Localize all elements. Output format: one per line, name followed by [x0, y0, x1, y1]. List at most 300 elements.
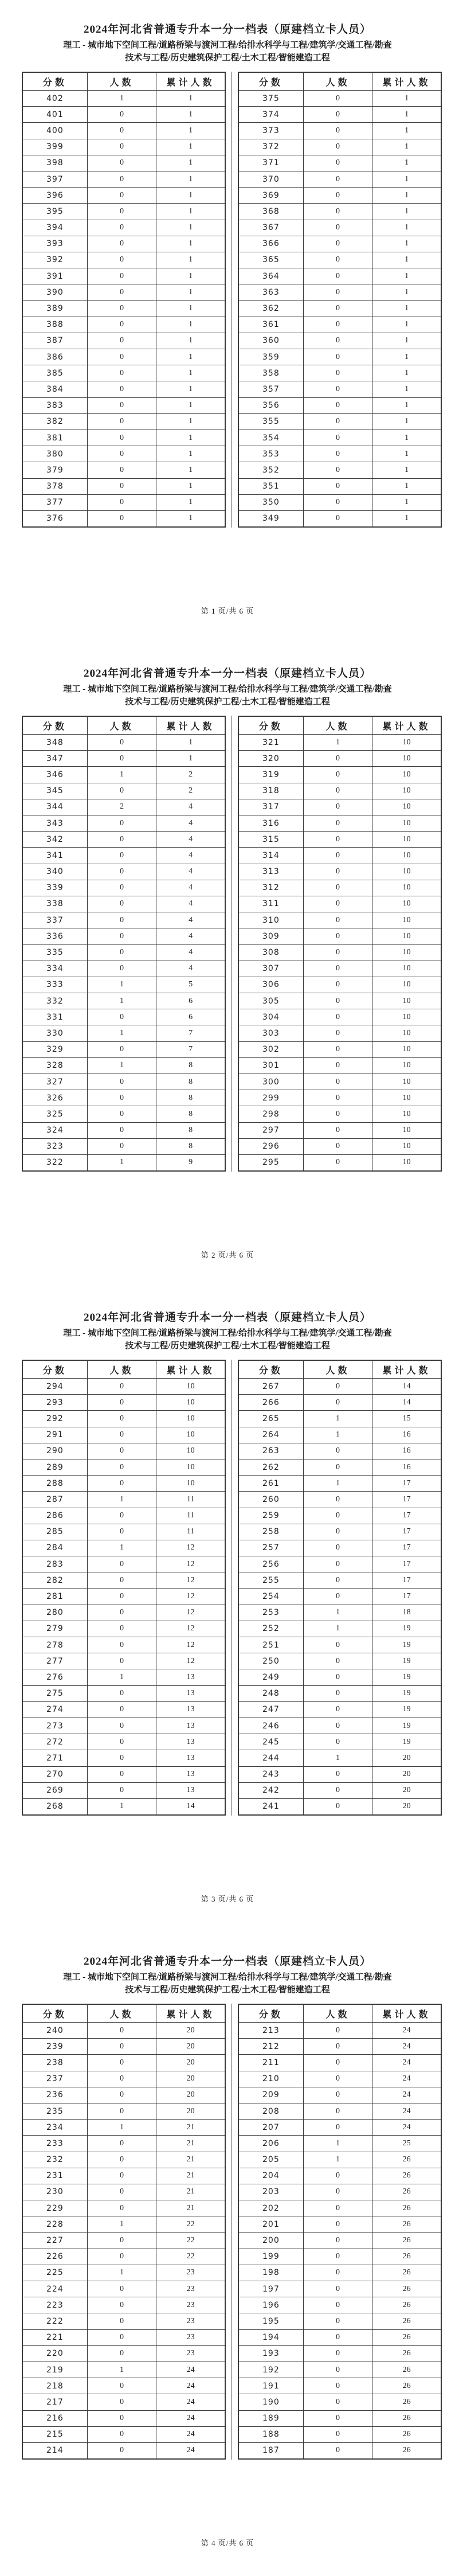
count-cell: 0 — [87, 2345, 156, 2362]
cumulative-cell: 10 — [372, 1122, 441, 1138]
score-cell: 313 — [238, 864, 303, 880]
cumulative-cell: 26 — [372, 2329, 441, 2345]
table-row — [238, 993, 441, 1009]
count-cell: 0 — [303, 188, 372, 204]
score-cell: 326 — [22, 1090, 87, 1106]
count-cell: 0 — [303, 317, 372, 333]
cumulative-cell: 13 — [156, 1766, 225, 1782]
header-row — [22, 72, 225, 91]
score-cell: 223 — [22, 2297, 87, 2313]
score-cell: 351 — [238, 478, 303, 494]
table-row — [238, 1074, 441, 1090]
count-cell: 1 — [87, 767, 156, 783]
cumulative-cell: 10 — [372, 832, 441, 848]
table-row — [238, 317, 441, 333]
score-cell: 305 — [238, 993, 303, 1009]
page-1 — [0, 0, 455, 644]
table-row — [22, 1782, 225, 1798]
cumulative-cell: 24 — [372, 2103, 441, 2119]
cumulative-cell: 20 — [156, 2023, 225, 2039]
count-cell: 0 — [87, 2281, 156, 2297]
score-table-right — [238, 2004, 442, 2460]
count-cell: 0 — [87, 2410, 156, 2426]
count-cell: 0 — [303, 1669, 372, 1685]
tables-container — [22, 716, 442, 1172]
table-row — [238, 912, 441, 928]
cumulative-cell: 24 — [156, 2442, 225, 2459]
score-cell: 287 — [22, 1492, 87, 1508]
score-cell: 232 — [22, 2152, 87, 2168]
cumulative-cell: 26 — [372, 2249, 441, 2265]
score-cell: 356 — [238, 397, 303, 413]
table-row — [238, 1009, 441, 1025]
cumulative-cell: 24 — [372, 2120, 441, 2136]
table-row — [22, 1138, 225, 1154]
cumulative-cell: 10 — [372, 848, 441, 864]
count-cell: 0 — [303, 1701, 372, 1718]
score-cell: 383 — [22, 397, 87, 413]
page-title: 2024年河北省普通专升本一分一档表（原建档立卡人员） — [83, 1312, 371, 1324]
table-row — [22, 1637, 225, 1653]
table-row — [22, 494, 225, 510]
table-row — [22, 381, 225, 397]
cumulative-cell: 14 — [156, 1798, 225, 1815]
score-cell: 278 — [22, 1637, 87, 1653]
column-header-count: 人数 — [87, 716, 156, 735]
score-cell: 378 — [22, 478, 87, 494]
table-row — [22, 1798, 225, 1815]
cumulative-cell: 10 — [156, 1427, 225, 1443]
count-cell: 0 — [303, 961, 372, 977]
cumulative-cell: 1 — [156, 284, 225, 300]
count-cell: 1 — [87, 2120, 156, 2136]
count-cell: 0 — [303, 1025, 372, 1041]
score-cell: 244 — [238, 1750, 303, 1766]
cumulative-cell: 19 — [372, 1701, 441, 1718]
cumulative-cell: 1 — [156, 349, 225, 365]
cumulative-cell: 1 — [372, 397, 441, 413]
cumulative-cell: 4 — [156, 961, 225, 977]
table-row — [238, 751, 441, 767]
count-cell: 0 — [303, 1122, 372, 1138]
cumulative-cell: 24 — [156, 2410, 225, 2426]
column-header-score: 分数 — [238, 1360, 303, 1379]
cumulative-cell: 1 — [372, 252, 441, 268]
score-table-left — [22, 72, 226, 528]
count-cell: 0 — [303, 928, 372, 944]
count-cell: 0 — [303, 1653, 372, 1669]
cumulative-cell: 26 — [372, 2442, 441, 2459]
table-row — [238, 1138, 441, 1154]
count-cell: 0 — [303, 1782, 372, 1798]
count-cell: 0 — [303, 381, 372, 397]
table-row — [238, 1701, 441, 1718]
cumulative-cell: 1 — [156, 333, 225, 349]
score-cell: 204 — [238, 2168, 303, 2184]
score-cell: 317 — [238, 799, 303, 815]
cumulative-cell: 24 — [372, 2039, 441, 2055]
score-cell: 271 — [22, 1750, 87, 1766]
score-cell: 381 — [22, 430, 87, 446]
score-cell: 310 — [238, 912, 303, 928]
table-row — [238, 397, 441, 413]
score-cell: 277 — [22, 1653, 87, 1669]
score-cell: 255 — [238, 1572, 303, 1588]
count-cell: 0 — [303, 1637, 372, 1653]
cumulative-cell: 1 — [372, 317, 441, 333]
score-cell: 241 — [238, 1798, 303, 1815]
score-cell: 322 — [22, 1154, 87, 1171]
table-row — [22, 333, 225, 349]
score-cell: 240 — [22, 2023, 87, 2039]
header-row — [22, 716, 225, 735]
score-cell: 187 — [238, 2442, 303, 2459]
cumulative-cell: 19 — [372, 1621, 441, 1637]
score-cell: 276 — [22, 1669, 87, 1685]
score-cell: 347 — [22, 751, 87, 767]
table-row — [238, 2281, 441, 2297]
score-cell: 209 — [238, 2087, 303, 2103]
cumulative-cell: 1 — [372, 204, 441, 220]
table-row — [238, 880, 441, 896]
score-cell: 225 — [22, 2265, 87, 2281]
cumulative-cell: 21 — [156, 2120, 225, 2136]
count-cell: 0 — [87, 494, 156, 510]
score-cell: 328 — [22, 1057, 87, 1074]
score-cell: 274 — [22, 1701, 87, 1718]
score-cell: 387 — [22, 333, 87, 349]
cumulative-cell: 8 — [156, 1138, 225, 1154]
score-cell: 212 — [238, 2039, 303, 2055]
score-cell: 336 — [22, 928, 87, 944]
count-cell: 0 — [303, 2232, 372, 2249]
cumulative-cell: 4 — [156, 848, 225, 864]
count-cell: 0 — [87, 462, 156, 478]
count-cell: 0 — [303, 1057, 372, 1074]
count-cell: 0 — [87, 912, 156, 928]
cumulative-cell: 26 — [372, 2297, 441, 2313]
count-cell: 0 — [303, 2410, 372, 2426]
cumulative-cell: 13 — [156, 1782, 225, 1798]
cumulative-cell: 1 — [156, 220, 225, 236]
count-cell: 0 — [87, 317, 156, 333]
score-cell: 202 — [238, 2200, 303, 2216]
score-cell: 319 — [238, 767, 303, 783]
score-cell: 333 — [22, 977, 87, 993]
count-cell: 0 — [87, 2442, 156, 2459]
score-cell: 193 — [238, 2345, 303, 2362]
table-row — [238, 1476, 441, 1492]
cumulative-cell: 12 — [156, 1540, 225, 1556]
score-cell: 394 — [22, 220, 87, 236]
table-row — [238, 2249, 441, 2265]
table-row — [22, 1750, 225, 1766]
score-cell: 252 — [238, 1621, 303, 1637]
table-row — [238, 961, 441, 977]
table-row — [22, 751, 225, 767]
score-cell: 360 — [238, 333, 303, 349]
cumulative-cell: 21 — [156, 2184, 225, 2200]
count-cell: 0 — [303, 349, 372, 365]
cumulative-cell: 5 — [156, 977, 225, 993]
cumulative-cell: 4 — [156, 864, 225, 880]
score-cell: 375 — [238, 91, 303, 107]
cumulative-cell: 24 — [372, 2087, 441, 2103]
count-cell: 0 — [87, 1701, 156, 1718]
count-cell: 0 — [303, 751, 372, 767]
count-cell: 0 — [303, 1685, 372, 1701]
count-cell: 0 — [303, 1138, 372, 1154]
score-cell: 280 — [22, 1605, 87, 1621]
count-cell: 1 — [303, 1750, 372, 1766]
count-cell: 0 — [303, 478, 372, 494]
table-row — [238, 799, 441, 815]
table-row — [22, 91, 225, 107]
score-cell: 284 — [22, 1540, 87, 1556]
count-cell: 0 — [87, 1041, 156, 1057]
score-cell: 367 — [238, 220, 303, 236]
score-cell: 192 — [238, 2362, 303, 2378]
cumulative-cell: 1 — [372, 381, 441, 397]
score-cell: 311 — [238, 896, 303, 912]
score-cell: 302 — [238, 1041, 303, 1057]
cumulative-cell: 11 — [156, 1524, 225, 1540]
table-row — [238, 2152, 441, 2168]
count-cell: 0 — [87, 123, 156, 139]
count-cell: 0 — [303, 204, 372, 220]
cumulative-cell: 10 — [156, 1476, 225, 1492]
header-row — [22, 1360, 225, 1379]
cumulative-cell: 20 — [372, 1782, 441, 1798]
cumulative-cell: 26 — [372, 2410, 441, 2426]
table-row — [22, 446, 225, 462]
count-cell: 0 — [87, 139, 156, 155]
score-cell: 272 — [22, 1734, 87, 1750]
count-cell: 0 — [303, 848, 372, 864]
count-cell: 0 — [87, 2071, 156, 2087]
cumulative-cell: 17 — [372, 1476, 441, 1492]
table-row — [22, 204, 225, 220]
table-row — [238, 268, 441, 284]
cumulative-cell: 12 — [156, 1653, 225, 1669]
count-cell: 0 — [87, 1459, 156, 1475]
table-row — [22, 1669, 225, 1685]
count-cell: 0 — [87, 783, 156, 799]
cumulative-cell: 19 — [372, 1734, 441, 1750]
table-row — [238, 1750, 441, 1766]
count-cell: 0 — [87, 381, 156, 397]
page-footer: 第 3 页/共 6 页 — [201, 1895, 254, 1903]
table-row — [22, 1540, 225, 1556]
table-row — [238, 2362, 441, 2378]
count-cell: 1 — [87, 993, 156, 1009]
count-cell: 0 — [303, 2362, 372, 2378]
column-header-score: 分数 — [238, 716, 303, 735]
count-cell: 0 — [303, 1106, 372, 1122]
table-row — [238, 1621, 441, 1637]
cumulative-cell: 17 — [372, 1492, 441, 1508]
table-row — [238, 2216, 441, 2232]
score-cell: 316 — [238, 815, 303, 831]
page-subtitle — [23, 683, 432, 708]
table-row — [22, 1476, 225, 1492]
score-cell: 395 — [22, 204, 87, 220]
score-cell: 203 — [238, 2184, 303, 2200]
cumulative-cell: 1 — [372, 123, 441, 139]
score-cell: 260 — [238, 1492, 303, 1508]
cumulative-cell: 1 — [156, 317, 225, 333]
table-row — [22, 1154, 225, 1171]
score-cell: 370 — [238, 171, 303, 187]
tables-container — [22, 2004, 442, 2460]
cumulative-cell: 13 — [156, 1718, 225, 1734]
score-cell: 213 — [238, 2023, 303, 2039]
score-cell: 306 — [238, 977, 303, 993]
count-cell: 1 — [303, 1427, 372, 1443]
cumulative-cell: 1 — [372, 446, 441, 462]
table-row — [22, 430, 225, 446]
table-row — [22, 2200, 225, 2216]
count-cell: 0 — [87, 1782, 156, 1798]
count-cell: 0 — [303, 944, 372, 961]
count-cell: 0 — [87, 171, 156, 187]
count-cell: 1 — [303, 2152, 372, 2168]
score-cell: 265 — [238, 1411, 303, 1427]
table-row — [22, 832, 225, 848]
cumulative-cell: 10 — [372, 1041, 441, 1057]
cumulative-cell: 1 — [372, 155, 441, 171]
count-cell: 0 — [303, 2200, 372, 2216]
score-cell: 292 — [22, 1411, 87, 1427]
score-cell: 363 — [238, 284, 303, 300]
cumulative-cell: 8 — [156, 1057, 225, 1074]
score-cell: 344 — [22, 799, 87, 815]
count-cell: 0 — [303, 2168, 372, 2184]
score-cell: 338 — [22, 896, 87, 912]
table-row — [238, 333, 441, 349]
cumulative-cell: 1 — [156, 446, 225, 462]
cumulative-cell: 18 — [372, 1605, 441, 1621]
count-cell: 1 — [87, 977, 156, 993]
score-cell: 211 — [238, 2055, 303, 2071]
table-row — [22, 300, 225, 317]
score-cell: 308 — [238, 944, 303, 961]
count-cell: 0 — [303, 268, 372, 284]
count-cell: 0 — [87, 1009, 156, 1025]
score-cell: 377 — [22, 494, 87, 510]
column-header-count: 人数 — [303, 2004, 372, 2023]
count-cell: 0 — [303, 462, 372, 478]
count-cell: 0 — [87, 2313, 156, 2329]
column-header-cumulative: 累计人数 — [372, 72, 441, 91]
table-row — [238, 1798, 441, 1815]
count-cell: 0 — [87, 896, 156, 912]
cumulative-cell: 23 — [156, 2313, 225, 2329]
cumulative-cell: 8 — [156, 1106, 225, 1122]
score-cell: 339 — [22, 880, 87, 896]
count-cell: 0 — [303, 1459, 372, 1475]
count-cell: 1 — [303, 1605, 372, 1621]
score-cell: 279 — [22, 1621, 87, 1637]
table-row — [22, 2216, 225, 2232]
count-cell: 0 — [87, 1637, 156, 1653]
score-cell: 362 — [238, 300, 303, 317]
cumulative-cell: 1 — [156, 155, 225, 171]
score-cell: 285 — [22, 1524, 87, 1540]
cumulative-cell: 10 — [372, 815, 441, 831]
count-cell: 0 — [87, 944, 156, 961]
table-row — [238, 1492, 441, 1508]
table-row — [22, 139, 225, 155]
cumulative-cell: 20 — [156, 2055, 225, 2071]
cumulative-cell: 19 — [372, 1637, 441, 1653]
table-row — [238, 767, 441, 783]
cumulative-cell: 22 — [156, 2216, 225, 2232]
cumulative-cell: 17 — [372, 1508, 441, 1524]
cumulative-cell: 26 — [372, 2362, 441, 2378]
count-cell: 0 — [303, 155, 372, 171]
count-cell: 1 — [87, 1798, 156, 1815]
cumulative-cell: 10 — [372, 735, 441, 751]
count-cell: 0 — [87, 300, 156, 317]
cumulative-cell: 10 — [372, 977, 441, 993]
count-cell: 1 — [303, 1476, 372, 1492]
table-row — [238, 1605, 441, 1621]
table-row — [238, 1411, 441, 1427]
score-cell: 350 — [238, 494, 303, 510]
count-cell: 0 — [87, 1074, 156, 1090]
cumulative-cell: 1 — [372, 510, 441, 527]
score-cell: 283 — [22, 1556, 87, 1572]
cumulative-cell: 1 — [156, 478, 225, 494]
count-cell: 0 — [303, 1443, 372, 1459]
score-cell: 374 — [238, 107, 303, 123]
table-row — [22, 1508, 225, 1524]
score-cell: 301 — [238, 1057, 303, 1074]
table-row — [22, 735, 225, 751]
cumulative-cell: 26 — [372, 2200, 441, 2216]
score-table-left — [22, 2004, 226, 2460]
table-row — [238, 2136, 441, 2152]
table-row — [238, 1090, 441, 1106]
cumulative-cell: 2 — [156, 783, 225, 799]
table-row — [238, 1524, 441, 1540]
table-row — [22, 397, 225, 413]
cumulative-cell: 10 — [372, 1009, 441, 1025]
column-header-score: 分数 — [238, 2004, 303, 2023]
score-cell: 298 — [238, 1106, 303, 1122]
cumulative-cell: 17 — [372, 1588, 441, 1605]
score-cell: 190 — [238, 2394, 303, 2410]
table-row — [238, 155, 441, 171]
score-cell: 239 — [22, 2039, 87, 2055]
cumulative-cell: 10 — [372, 1154, 441, 1171]
count-cell: 0 — [303, 2281, 372, 2297]
score-cell: 257 — [238, 1540, 303, 1556]
cumulative-cell: 10 — [372, 1074, 441, 1090]
score-cell: 205 — [238, 2152, 303, 2168]
table-row — [238, 2023, 441, 2039]
count-cell: 0 — [87, 236, 156, 252]
cumulative-cell: 20 — [156, 2039, 225, 2055]
cumulative-cell: 21 — [156, 2200, 225, 2216]
score-cell: 402 — [22, 91, 87, 107]
count-cell: 0 — [87, 1476, 156, 1492]
score-cell: 371 — [238, 155, 303, 171]
count-cell: 0 — [303, 1154, 372, 1171]
score-cell: 238 — [22, 2055, 87, 2071]
cumulative-cell: 12 — [156, 1637, 225, 1653]
